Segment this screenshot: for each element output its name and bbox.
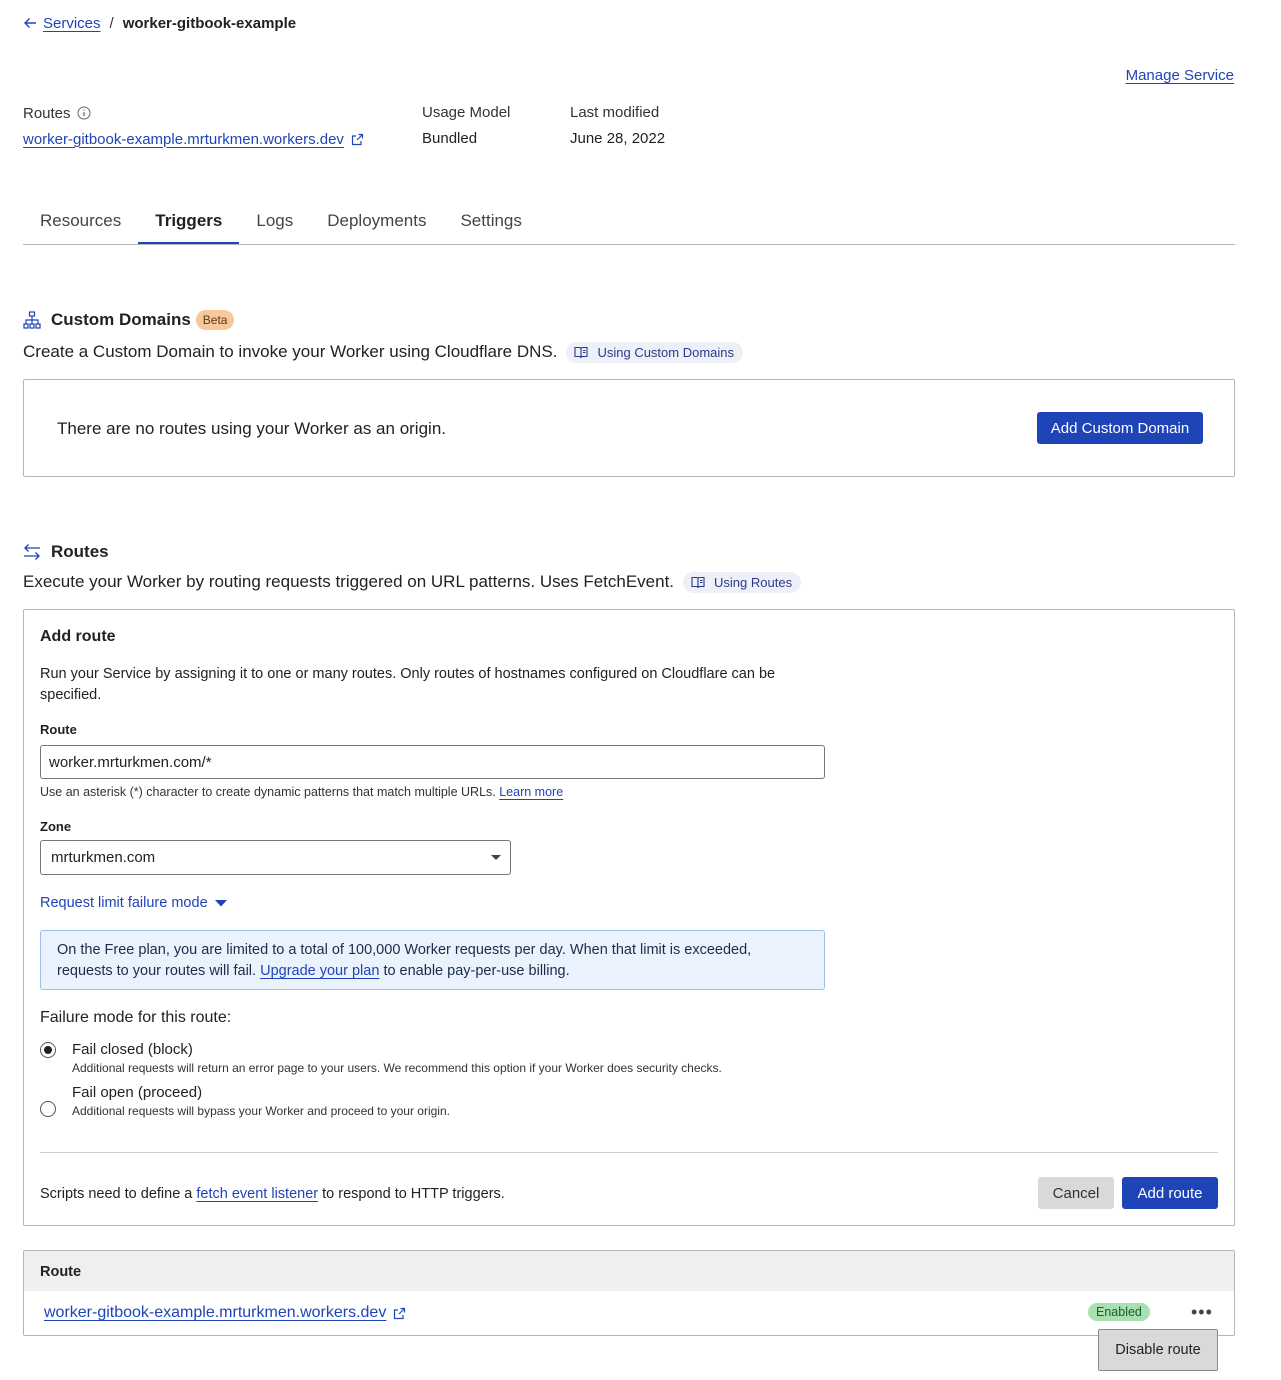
custom-domains-empty-text: There are no routes using your Worker as an origin. <box>57 419 446 438</box>
routes-overview <box>23 104 364 148</box>
external-link-icon[interactable] <box>351 133 364 146</box>
info-icon[interactable] <box>77 106 91 120</box>
status-badge: Enabled <box>1088 1303 1150 1321</box>
arrow-left-icon[interactable] <box>23 16 37 30</box>
route-link[interactable]: worker-gitbook-example.mrturkmen.workers.dev <box>44 1304 387 1321</box>
last-modified-label: Last modified <box>570 104 660 121</box>
fetch-note-pre: Scripts need to define a <box>40 1186 193 1202</box>
request-limit-toggle[interactable] <box>40 895 228 911</box>
notice-line2-pre: requests to your routes will fail. <box>57 963 257 979</box>
custom-domains-heading <box>23 309 234 331</box>
breadcrumb-services-link[interactable]: Services <box>43 14 101 32</box>
custom-domains-description <box>23 341 743 363</box>
custom-domains-title: Custom Domains <box>51 310 191 329</box>
fail-open-radio[interactable] <box>40 1101 56 1117</box>
custom-domains-description-text: Create a Custom Domain to invoke your Worker using Cloudflare DNS. <box>23 342 558 361</box>
zone-field-label: Zone <box>40 819 72 834</box>
free-plan-notice <box>40 930 825 990</box>
breadcrumb-separator: / <box>109 14 114 32</box>
add-route-button[interactable]: Add route <box>1122 1177 1218 1209</box>
zone-select-value: mrturkmen.com <box>51 849 156 866</box>
routes-heading <box>23 541 109 563</box>
beta-badge: Beta <box>196 310 235 330</box>
zone-select[interactable] <box>40 840 511 875</box>
fail-open-title: Fail open (proceed) <box>72 1084 203 1101</box>
manage-service-link[interactable]: Manage Service <box>1125 67 1234 84</box>
add-route-intro <box>40 664 840 706</box>
add-route-panel <box>23 609 1235 1226</box>
more-options-icon[interactable]: ••• <box>1191 1302 1213 1322</box>
workers-dev-route-link[interactable]: worker-gitbook-example.mrturkmen.workers.dev <box>23 130 344 148</box>
route-field-label: Route <box>40 722 77 737</box>
disable-route-menu-item[interactable]: Disable route <box>1098 1329 1218 1371</box>
route-table-header <box>24 1251 1234 1291</box>
fail-open-desc: Additional requests will bypass your Worker and proceed to your origin. <box>72 1104 450 1118</box>
book-icon <box>574 345 588 359</box>
swap-arrows-icon <box>23 543 41 561</box>
using-custom-domains-label: Using Custom Domains <box>597 344 735 360</box>
route-input[interactable] <box>40 745 825 779</box>
using-routes-link[interactable] <box>683 572 801 593</box>
sitemap-icon <box>23 311 41 329</box>
routes-title: Routes <box>51 542 109 561</box>
notice-line2-post: to enable pay-per-use billing. <box>383 963 570 979</box>
tab-bar <box>23 200 1235 245</box>
routes-description-text: Execute your Worker by routing requests triggered on URL patterns. Uses FetchEvent. <box>23 572 675 591</box>
upgrade-plan-link[interactable]: Upgrade your plan <box>260 963 380 979</box>
panel-divider <box>40 1152 1218 1153</box>
custom-domains-panel <box>23 379 1235 477</box>
add-route-intro-line2: specified. <box>40 687 102 703</box>
chevron-down-icon <box>491 855 501 860</box>
add-custom-domain-button[interactable]: Add Custom Domain <box>1037 412 1203 444</box>
usage-model-value: Bundled <box>422 130 478 147</box>
route-help <box>40 785 563 799</box>
fail-closed-title: Fail closed (block) <box>72 1041 193 1058</box>
usage-model <box>422 104 510 148</box>
route-help-text: Use an asterisk (*) character to create dynamic patterns that match multiple URLs. <box>40 785 496 799</box>
table-row <box>24 1291 1234 1336</box>
routes-description <box>23 571 801 593</box>
fetch-listener-note <box>40 1186 505 1202</box>
last-modified-value: June 28, 2022 <box>570 130 666 147</box>
caret-down-icon <box>214 898 228 908</box>
using-routes-label: Using Routes <box>714 574 793 590</box>
route-column-header: Route <box>40 1264 82 1280</box>
tab-settings[interactable]: Settings <box>460 211 522 230</box>
tab-logs[interactable]: Logs <box>256 211 294 230</box>
learn-more-link[interactable]: Learn more <box>499 785 564 799</box>
tab-deployments[interactable]: Deployments <box>327 211 427 230</box>
last-modified <box>570 104 665 148</box>
request-limit-toggle-label: Request limit failure mode <box>40 895 208 911</box>
fail-closed-desc: Additional requests will return an error page to your users. We recommend this option if your Worker does security checks. <box>72 1061 722 1075</box>
route-cell <box>44 1304 406 1322</box>
breadcrumb <box>23 13 296 33</box>
tab-resources[interactable]: Resources <box>40 211 122 230</box>
external-link-icon[interactable] <box>393 1307 406 1320</box>
using-custom-domains-link[interactable] <box>566 342 743 363</box>
cancel-button[interactable]: Cancel <box>1038 1177 1114 1209</box>
route-table <box>23 1250 1235 1336</box>
add-route-title: Add route <box>40 628 116 645</box>
notice-line2 <box>57 961 808 982</box>
usage-model-label: Usage Model <box>422 104 511 121</box>
fetch-event-listener-link[interactable]: fetch event listener <box>196 1186 319 1202</box>
breadcrumb-current: worker-gitbook-example <box>122 14 297 32</box>
book-icon <box>691 575 705 589</box>
add-route-intro-line1: Run your Service by assigning it to one or many routes. Only routes of hostnames configured on Cloudflare can be <box>40 666 776 682</box>
fail-closed-radio[interactable] <box>40 1042 56 1058</box>
notice-line1: On the Free plan, you are limited to a total of 100,000 Worker requests per day. When that limit is exceeded, <box>57 942 752 958</box>
fetch-note-post: to respond to HTTP triggers. <box>322 1186 505 1202</box>
failure-mode-heading: Failure mode for this route: <box>40 1009 232 1026</box>
tab-triggers[interactable]: Triggers <box>138 200 239 244</box>
routes-label: Routes <box>23 104 71 122</box>
